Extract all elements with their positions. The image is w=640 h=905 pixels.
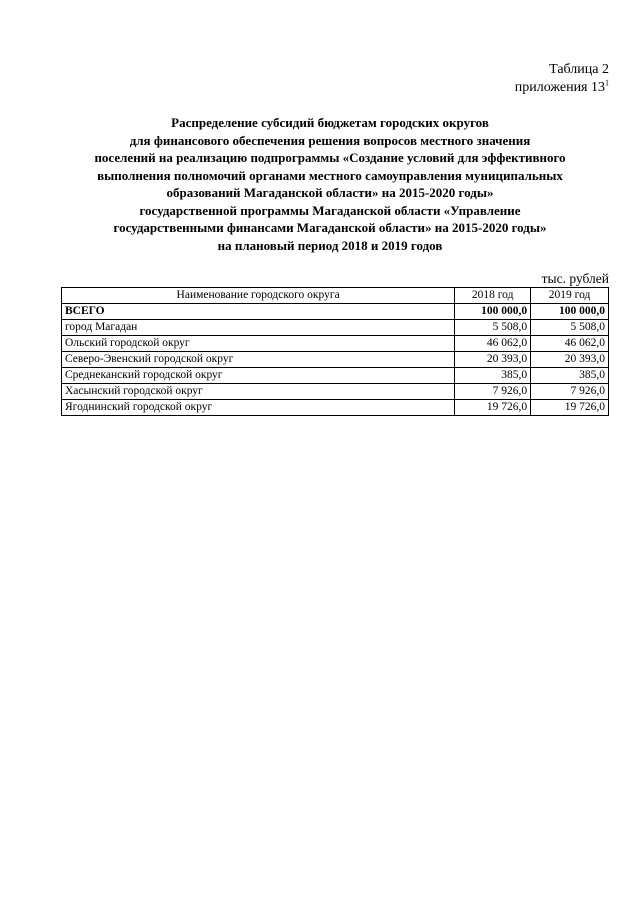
cell-2018: 46 062,0 [455,336,531,352]
header-district-name: Наименование городского округа [62,288,455,304]
table-number: Таблица 2 [549,62,609,77]
cell-name: Хасынский городской округ [62,384,455,400]
cell-name: ВСЕГО [62,304,455,320]
cell-name: Ягоднинский городской округ [62,400,455,416]
document-title [40,114,620,254]
table-row-total [62,304,609,320]
cell-2019: 385,0 [531,368,609,384]
table-row [62,368,609,384]
units-label: тыс. рублей [541,271,609,286]
cell-name: Северо-Эвенский городской округ [62,352,455,368]
title-line: государственной программы Магаданской области «Управление [139,202,521,218]
title-line: для финансового обеспечения решения вопросов местного значения [129,132,531,148]
header-2019: 2019 год [531,288,609,304]
cell-2019: 5 508,0 [531,320,609,336]
table-header-row [62,288,609,304]
cell-2019: 20 393,0 [531,352,609,368]
cell-name: Ольский городской округ [62,336,455,352]
title-line: поселений на реализацию подпрограммы «Создание условий для эффективного [94,150,566,165]
table-row [62,400,609,416]
title-line: выполнения полномочий органами местного самоуправления муниципальных [97,167,563,183]
cell-name: город Магадан [62,320,455,336]
cell-2018: 20 393,0 [455,352,531,368]
cell-2019: 19 726,0 [531,400,609,416]
title-line: на плановый период 2018 и 2019 годов [217,237,443,253]
table-row [62,336,609,352]
table-reference [515,61,609,97]
appendix-reference [515,79,609,97]
table-row [62,384,609,400]
header-2018: 2018 год [455,288,531,304]
cell-2018: 19 726,0 [455,400,531,416]
cell-2019: 46 062,0 [531,336,609,352]
cell-2018: 5 508,0 [455,320,531,336]
cell-2018: 7 926,0 [455,384,531,400]
subsidy-table [61,287,609,416]
cell-name: Среднеканский городской округ [62,368,455,384]
appendix-text: приложения 13 [514,80,605,95]
cell-2018: 100 000,0 [455,304,531,320]
table-row [62,352,609,368]
title-line: государственными финансами Магаданской области» на 2015-2020 годы» [113,220,547,235]
cell-2019: 7 926,0 [531,384,609,400]
cell-2018: 385,0 [455,368,531,384]
appendix-superscript: 1 [605,78,609,88]
title-line: образований Магаданской области» на 2015-2020 годы» [166,185,494,200]
cell-2019: 100 000,0 [531,304,609,320]
table-row [62,320,609,336]
title-line: Распределение субсидий бюджетам городских округов [171,115,489,130]
